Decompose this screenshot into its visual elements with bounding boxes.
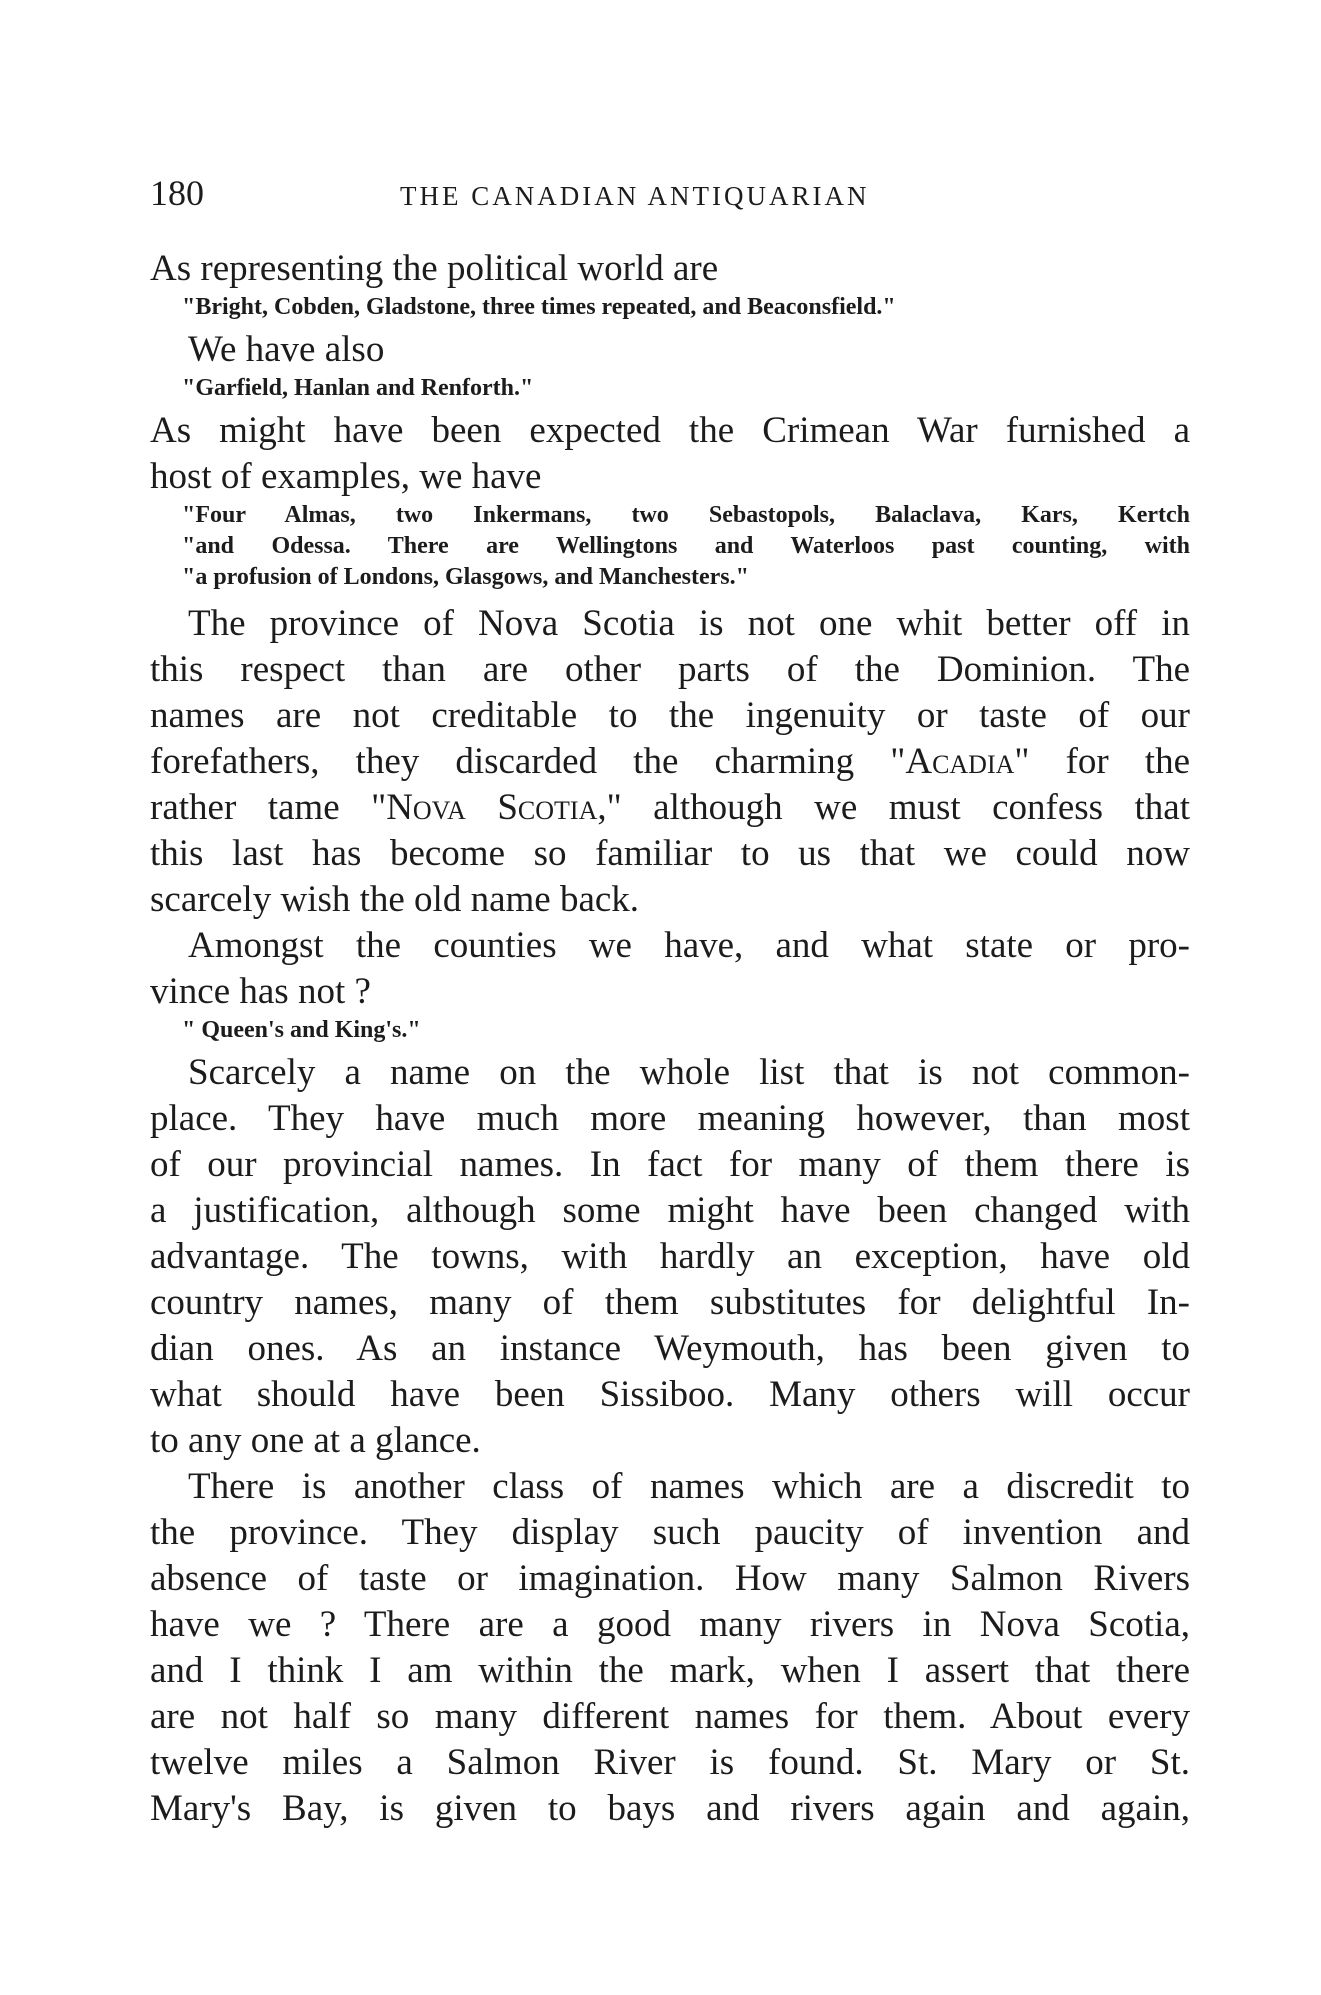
quotation-line: "Four Almas, two Inkermans, two Sebastopols, Balaclava, Kars, Kertch (182, 502, 1190, 528)
text-line: Scarcely a name on the whole list that is not common- (188, 1052, 1190, 1093)
page-number: 180 (150, 173, 204, 213)
text-line: names are not creditable to the ingenuity or taste of our (150, 695, 1190, 736)
text-line: vince has not ? (150, 971, 371, 1012)
text-line (150, 739, 1190, 785)
text-line: to any one at a glance. (150, 1420, 481, 1461)
text-line: advantage. The towns, with hardly an exception, have old (150, 1236, 1190, 1277)
quotation-line: "a profusion of Londons, Glasgows, and Manchesters." (182, 564, 749, 590)
text-line: Amongst the counties we have, and what state or pro- (188, 925, 1190, 966)
small-caps-name: Nova Scotia (386, 787, 598, 828)
book-page (150, 172, 1190, 1832)
text-line (150, 785, 1190, 831)
text-line: are not half so many different names for them. About every (150, 1696, 1190, 1737)
text-line: scarcely wish the old name back. (150, 879, 640, 920)
text-run: " for the (1014, 741, 1190, 782)
quotation-line: "and Odessa. There are Wellingtons and Waterloos past counting, with (182, 533, 1190, 559)
text-line: and I think I am within the mark, when I assert that there (150, 1650, 1190, 1691)
text-line: As might have been expected the Crimean War furnished a (150, 410, 1190, 451)
small-caps-name: Acadia (905, 741, 1015, 782)
text-line: There is another class of names which are a discredit to (188, 1466, 1190, 1507)
text-line: We have also (188, 329, 385, 370)
quotation-line: "Garfield, Hanlan and Renforth." (182, 375, 534, 401)
text-line: absence of taste or imagination. How many Salmon Rivers (150, 1558, 1190, 1599)
running-title: THE CANADIAN ANTIQUARIAN (400, 181, 870, 211)
text-line: The province of Nova Scotia is not one whit better off in (188, 603, 1190, 644)
text-line: a justification, although some might have been changed with (150, 1190, 1190, 1231)
text-line: twelve miles a Salmon River is found. St. Mary or St. (150, 1742, 1190, 1783)
quotation-line: " Queen's and King's." (182, 1017, 421, 1043)
text-line: place. They have much more meaning however, than most (150, 1098, 1190, 1139)
text-run: forefathers, they discarded the charming " (150, 741, 906, 782)
text-line: host of examples, we have (150, 456, 542, 497)
text-line: country names, many of them substitutes for delightful In- (150, 1282, 1190, 1323)
running-head (150, 172, 1190, 232)
text-line: Mary's Bay, is given to bays and rivers again and again, (150, 1788, 1190, 1829)
text-run: rather tame " (150, 787, 387, 828)
text-line: this respect than are other parts of the Dominion. The (150, 649, 1190, 690)
text-line: of our provincial names. In fact for many of them there is (150, 1144, 1190, 1185)
text-line: have we ? There are a good many rivers in Nova Scotia, (150, 1604, 1190, 1645)
text-line: dian ones. As an instance Weymouth, has been given to (150, 1328, 1190, 1369)
text-line: what should have been Sissiboo. Many others will occur (150, 1374, 1190, 1415)
text-line: this last has become so familiar to us that we could now (150, 833, 1190, 874)
quotation-line: "Bright, Cobden, Gladstone, three times repeated, and Beaconsfield." (182, 294, 896, 320)
text-line: As representing the political world are (150, 248, 719, 289)
text-run: ," although we must confess that (597, 787, 1190, 828)
text-line: the province. They display such paucity of invention and (150, 1512, 1190, 1553)
